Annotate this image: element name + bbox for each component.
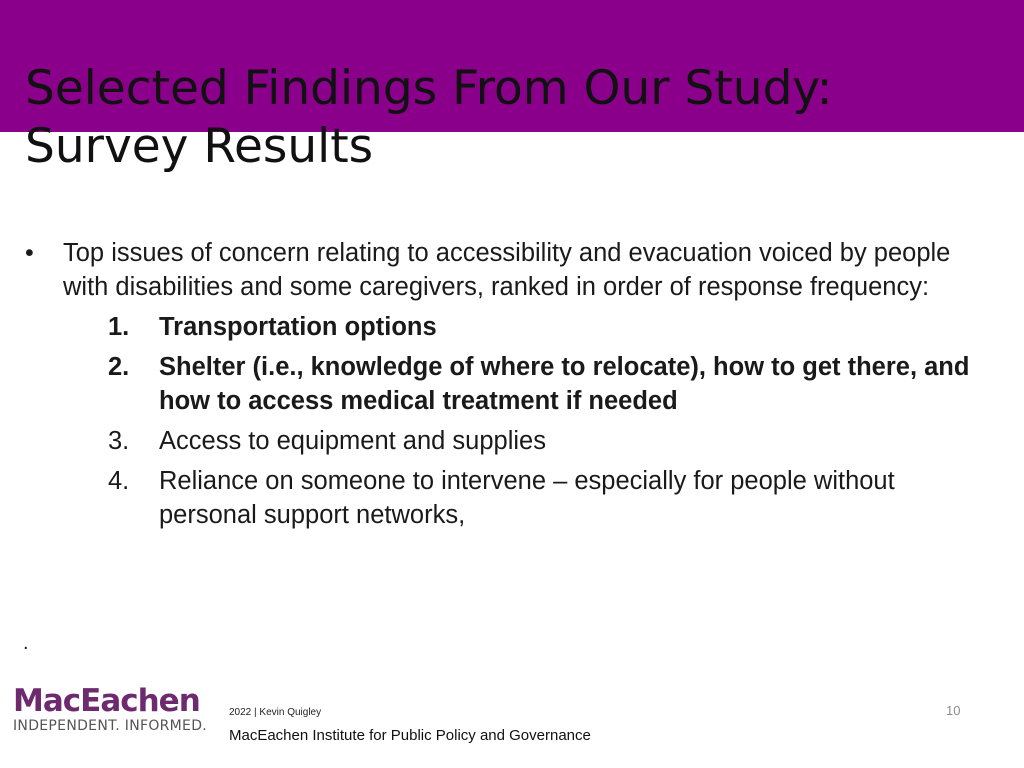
slide-title-line-2: Survey Results <box>25 119 374 174</box>
finding-item-2 <box>25 350 995 418</box>
finding-text: Shelter (i.e., knowledge of where to relocate), how to get there, and how to access medical treatment if needed <box>159 353 970 415</box>
logo-wordmark: MacEachen <box>13 683 200 719</box>
bullet-icon: • <box>25 239 34 267</box>
finding-text: Transportation options <box>159 313 437 341</box>
finding-item-3 <box>25 424 995 458</box>
page-number: 10 <box>946 703 961 718</box>
finding-number: 4. <box>108 467 130 495</box>
trailing-mark: . <box>23 632 29 654</box>
slide-title <box>25 60 985 176</box>
footer-organization: MacEachen Institute for Public Policy and Governance <box>229 727 591 744</box>
finding-text: Access to equipment and supplies <box>159 427 546 455</box>
bullet-item <box>25 236 995 304</box>
maceachen-logo <box>13 684 218 734</box>
footer-meta: 2022 | Kevin Quigley <box>229 707 322 718</box>
finding-text: Reliance on someone to intervene – especially for people without personal support networks, <box>159 467 895 529</box>
finding-number: 2. <box>108 353 130 381</box>
findings-list <box>25 310 995 532</box>
slide-title-line-1: Selected Findings From Our Study: <box>25 61 833 116</box>
bullet-text: Top issues of concern relating to accessibility and evacuation voiced by people with disabilities and some caregivers, ranked in order of response frequency: <box>63 239 951 301</box>
finding-number: 3. <box>108 427 130 455</box>
finding-item-1 <box>25 310 995 344</box>
slide-content <box>25 236 995 538</box>
finding-number: 1. <box>108 313 130 341</box>
logo-tagline: INDEPENDENT. INFORMED. <box>13 718 208 734</box>
finding-item-4 <box>25 464 995 532</box>
